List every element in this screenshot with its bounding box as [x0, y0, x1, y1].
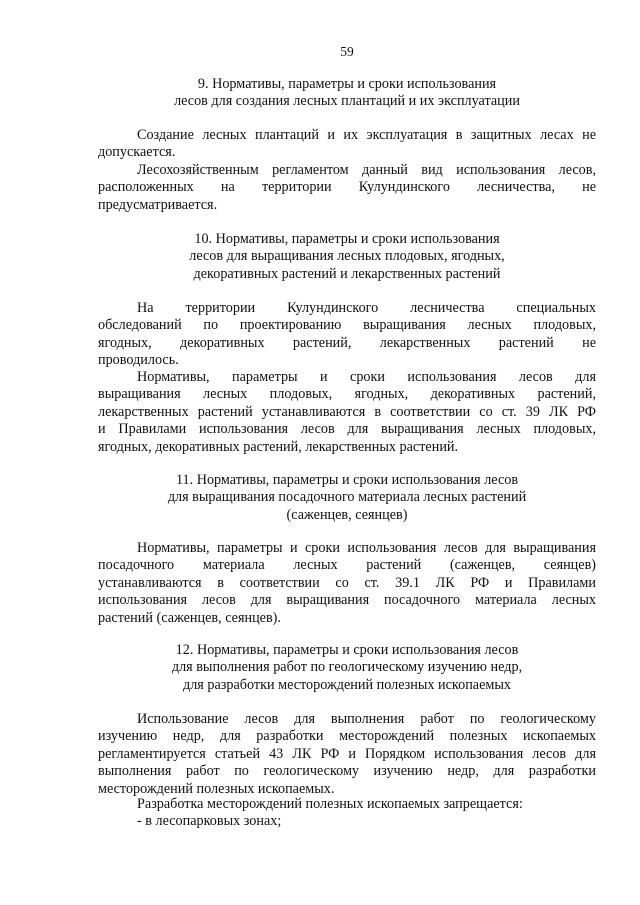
section-10-paragraph-1: [98, 300, 596, 370]
text-line: Лесохозяйственным регламентом данный вид использования лесов,: [137, 162, 596, 178]
section-11-paragraph-1: [98, 540, 596, 627]
text-line: посадочного материала лесных растений (саженцев, сеянцев): [98, 557, 596, 574]
section-10-heading-line-2: лесов для выращивания лесных плодовых, ягодных,: [189, 248, 505, 265]
section-12-paragraph-1: [98, 711, 596, 798]
text-line: ягодных, декоративных растений, лекарственных растений.: [98, 438, 459, 455]
section-12-paragraph-3: [98, 813, 596, 830]
text-line: Использование лесов для выполнения работ по геологическому: [137, 711, 596, 727]
section-12-heading-line-1: 12. Нормативы, параметры и сроки использования лесов: [175, 642, 519, 658]
text-line: месторождений полезных ископаемых.: [98, 780, 335, 797]
section-10-heading-line-3: декоративных растений и лекарственных растений: [193, 265, 501, 282]
section-11-heading: [98, 472, 596, 524]
text-line: ягодных, декоративных растений, лекарственных растений не: [98, 334, 596, 351]
text-line: предусматривается.: [98, 196, 218, 213]
text-line: - в лесопарковых зонах;: [137, 813, 282, 829]
text-line: Разработка месторождений полезных ископаемых запрещается:: [137, 796, 523, 812]
text-line: и Правилами использования лесов для выращивания лесных плодовых,: [98, 421, 596, 438]
text-line: лекарственных растений устанавливаются в соответствии со ст. 39 ЛК РФ: [98, 403, 596, 420]
section-12-paragraph-2: [98, 796, 596, 813]
text-line: использования лесов для выращивания посадочного материала лесных: [98, 592, 596, 609]
section-12-heading-line-3: для разработки месторождений полезных ископаемых: [183, 676, 511, 693]
section-10-heading-line-1: 10. Нормативы, параметры и сроки использования: [194, 231, 500, 247]
section-10-heading: [98, 231, 596, 283]
text-line: регламентируется статьей 43 ЛК РФ и Порядком использования лесов для: [98, 745, 596, 762]
text-line: проводилось.: [98, 352, 179, 369]
section-11-heading-line-2: для выращивания посадочного материала лесных растений: [167, 489, 527, 506]
section-11-heading-line-1: 11. Нормативы, параметры и сроки использования лесов: [175, 472, 519, 488]
text-line: Нормативы, параметры и сроки использования лесов для выращивания: [137, 540, 596, 556]
section-9-paragraph-1: [98, 127, 596, 162]
text-line: На территории Кулундинского лесничества специальных: [137, 300, 596, 316]
section-10-paragraph-2: [98, 369, 596, 456]
page-number: 59: [340, 44, 354, 59]
text-line: Создание лесных плантаций и их эксплуатация в защитных лесах не: [137, 127, 596, 143]
section-11-heading-line-3: (саженцев, сеянцев): [286, 506, 408, 523]
section-9-heading-line-2: лесов для создания лесных плантаций и их эксплуатации: [174, 93, 520, 110]
text-line: выращивания лесных плодовых, ягодных, декоративных растений,: [98, 386, 596, 403]
section-12-heading: [98, 642, 596, 694]
text-line: выполнения работ по геологическому изучению недр, для разработки: [98, 763, 596, 780]
text-line: растений (саженцев, сеянцев).: [98, 609, 281, 626]
section-12-heading-line-2: для выполнения работ по геологическому изучению недр,: [171, 659, 523, 676]
text-line: Нормативы, параметры и сроки использования лесов для: [137, 369, 596, 385]
section-9-paragraph-2: [98, 162, 596, 214]
text-line: изучению недр, для разработки месторождений полезных ископаемых: [98, 728, 596, 745]
text-line: допускается.: [98, 144, 176, 161]
text-line: обследований по проектированию выращивания лесных плодовых,: [98, 317, 596, 334]
section-9-heading: [98, 76, 596, 111]
section-9-heading-line-1: 9. Нормативы, параметры и сроки использования: [197, 76, 497, 92]
text-line: расположенных на территории Кулундинского лесничества, не: [98, 179, 596, 196]
text-line: устанавливаются в соответствии со ст. 39.1 ЛК РФ и Правилами: [98, 574, 596, 591]
